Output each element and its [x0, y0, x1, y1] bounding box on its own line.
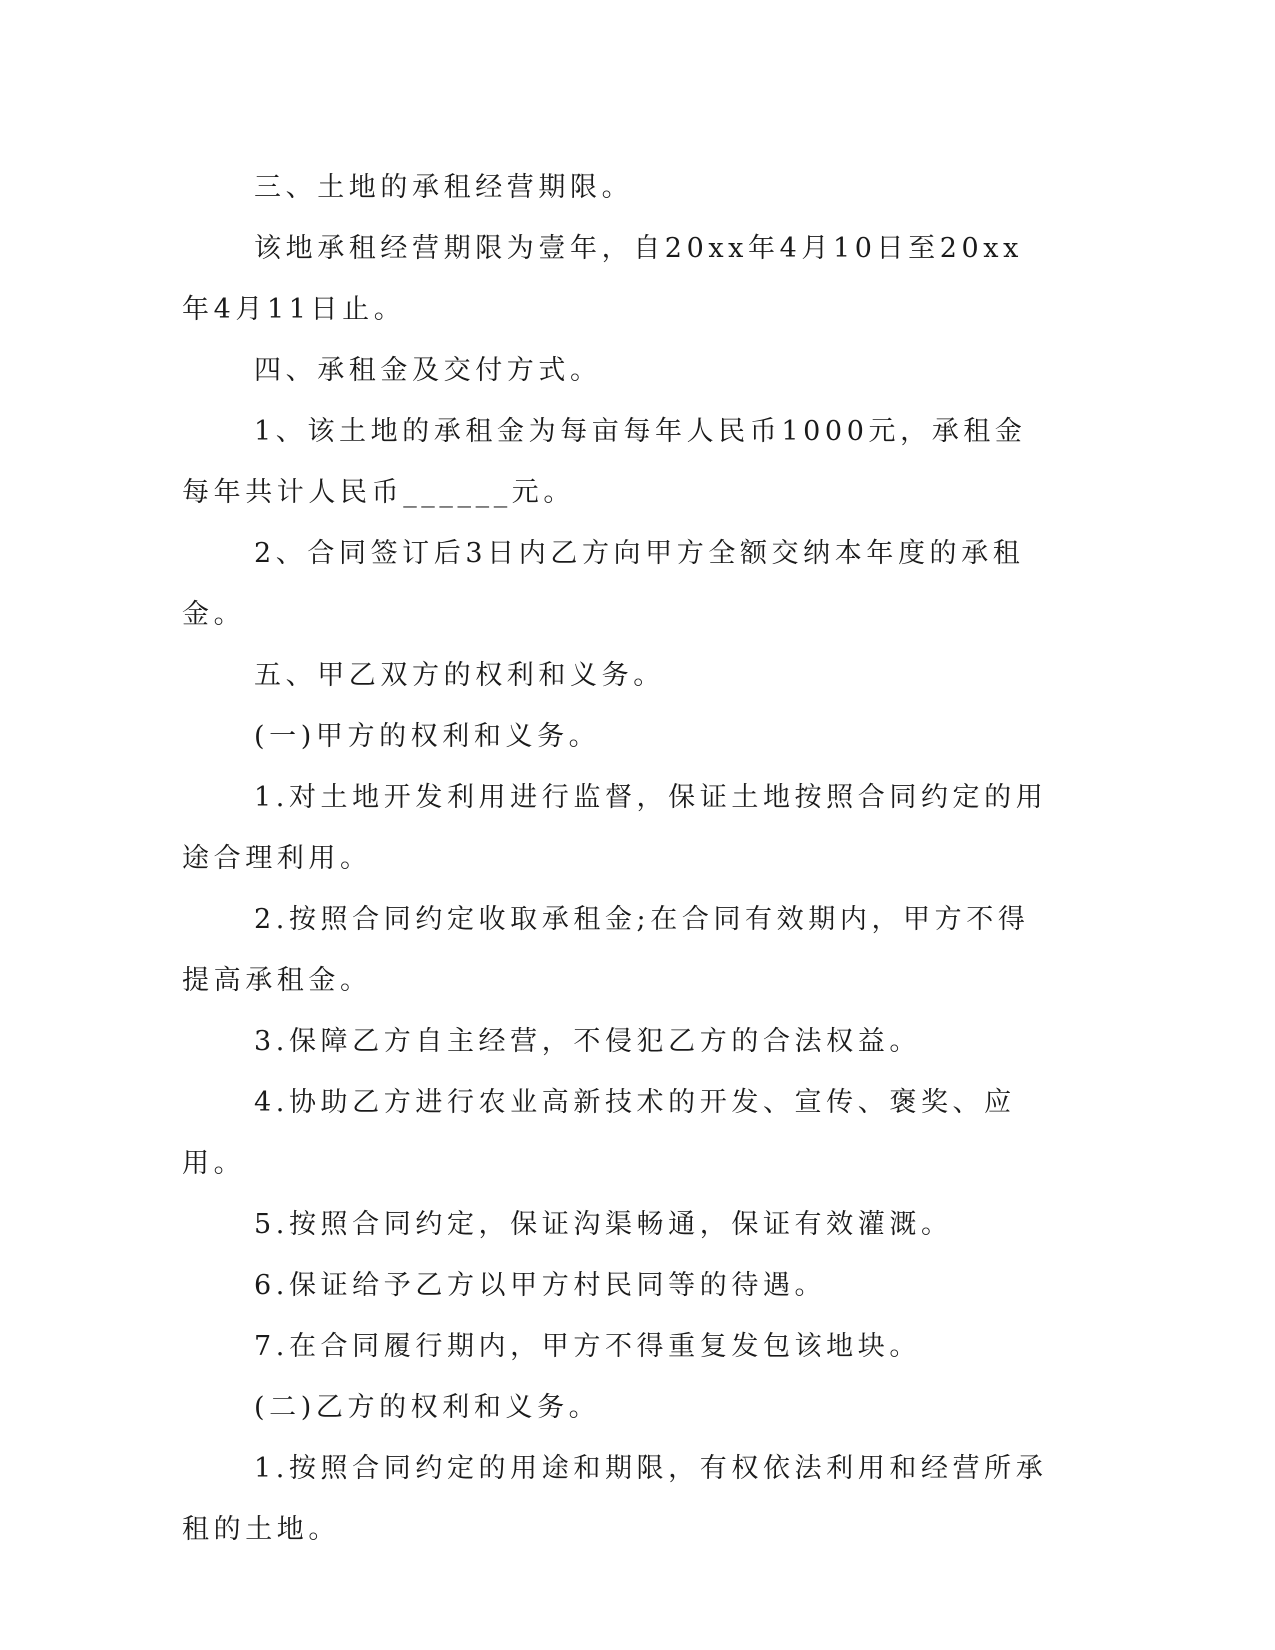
party-a-item-4: 4.协助乙方进行农业高新技术的开发、宣传、褒奖、应用。	[182, 1087, 1016, 1179]
paragraph-rent-payment: 2、合同签订后3日内乙方向甲方全额交纳本年度的承租金。	[182, 538, 1025, 630]
party-b-item-1: 1.按照合同约定的用途和期限，有权依法利用和经营所承租的土地。	[182, 1453, 1048, 1545]
party-a-item-2: 2.按照合同约定收取承租金;在合同有效期内，甲方不得提高承租金。	[182, 904, 1030, 996]
subsection-heading-party-a: (一)甲方的权利和义务。	[254, 721, 601, 752]
paragraph-term-detail: 该地承租经营期限为壹年，自20xx年4月10日至20xx年4月11日止。	[182, 233, 1023, 325]
section-heading-rights: 五、甲乙双方的权利和义务。	[254, 660, 665, 691]
party-a-item-5: 5.按照合同约定，保证沟渠畅通，保证有效灌溉。	[254, 1209, 953, 1240]
subsection-heading-party-b: (二)乙方的权利和义务。	[254, 1392, 601, 1423]
paragraph-rent-amount: 1、该土地的承租金为每亩每年人民币1000元，承租金每年共计人民币______元。	[182, 416, 1027, 508]
section-heading-term: 三、土地的承租经营期限。	[254, 172, 634, 203]
party-a-item-6: 6.保证给予乙方以甲方村民同等的待遇。	[254, 1270, 827, 1301]
document-body	[182, 157, 1052, 1560]
section-heading-rent: 四、承租金及交付方式。	[254, 355, 602, 386]
party-a-item-3: 3.保障乙方自主经营，不侵犯乙方的合法权益。	[254, 1026, 921, 1057]
party-a-item-1: 1.对土地开发利用进行监督，保证土地按照合同约定的用途合理利用。	[182, 782, 1048, 874]
party-a-item-7: 7.在合同履行期内，甲方不得重复发包该地块。	[254, 1331, 921, 1362]
